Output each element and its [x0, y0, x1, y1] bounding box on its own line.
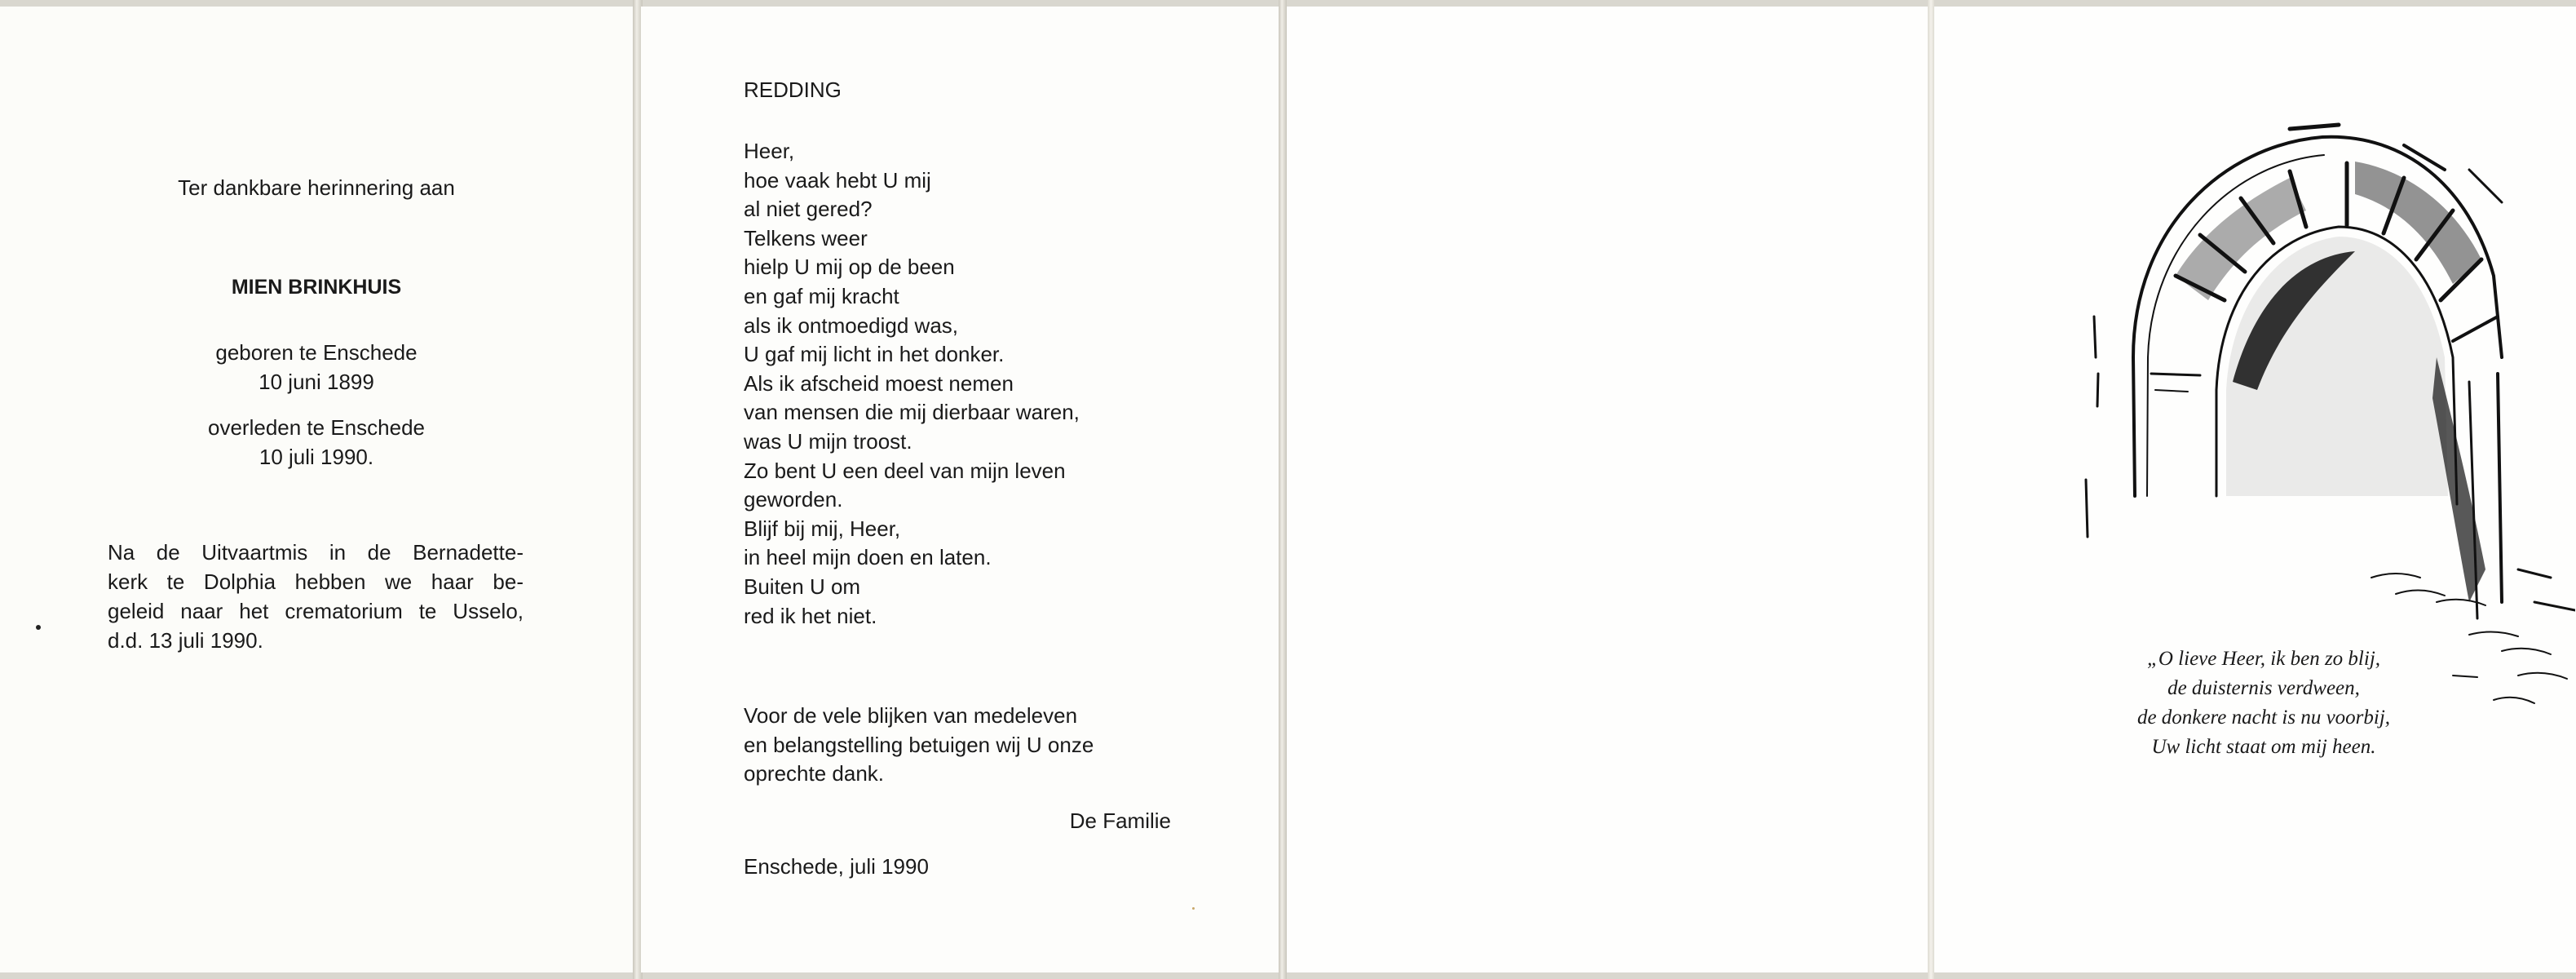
card-fold: [1928, 0, 1934, 979]
funeral-line: geleid naar het crematorium te Usselo,: [108, 599, 524, 623]
right-card-panel: [1934, 7, 2576, 972]
verse-text: [2060, 645, 2468, 762]
thanks-line: en belangstelling betuigen wij U onze: [744, 732, 1094, 757]
stone-archway-drawing: [2013, 113, 2575, 716]
poem-line: Zo bent U een deel van mijn leven: [744, 458, 1066, 483]
blank-card-panel: [1287, 7, 1928, 972]
verse-line: „O lieve Heer, ik ben zo blij,: [2146, 648, 2381, 670]
intro-text: Ter dankbare herinnering aan: [178, 175, 455, 200]
thanks-line: Voor de vele blijken van medeleven: [744, 703, 1078, 728]
death-place: overleden te Enschede: [208, 415, 425, 440]
signature: De Familie: [1069, 808, 1171, 833]
poem-line: Heer,: [744, 139, 795, 163]
place-date: Enschede, juli 1990: [744, 854, 929, 879]
paper-speck: [1192, 907, 1195, 910]
poem-line: red ik het niet.: [744, 603, 877, 628]
ink-dot: [36, 625, 41, 630]
funeral-line: Na de Uitvaartmis in de Bernadette-: [108, 540, 524, 565]
poem-line: was U mijn troost.: [744, 428, 912, 454]
poem-title: REDDING: [744, 78, 842, 102]
left-card-panel: [0, 7, 633, 972]
verse-line: Uw licht staat om mij heen.: [2151, 736, 2376, 758]
funeral-line: d.d. 13 juli 1990.: [108, 628, 263, 653]
poem-line: Blijf bij mij, Heer,: [744, 516, 901, 541]
poem-line: hielp U mij op de been: [744, 255, 955, 280]
poem-line: en gaf mij kracht: [744, 283, 899, 308]
poem-line: van mensen die mij dierbaar waren,: [744, 400, 1080, 425]
poem-line: hoe vaak hebt U mij: [744, 167, 931, 193]
card-fold: [1279, 0, 1287, 979]
poem-line: geworden.: [744, 487, 843, 512]
poem-line: Telkens weer: [744, 225, 868, 250]
birth-place: geboren te Enschede: [215, 340, 418, 365]
funeral-text: [108, 538, 524, 655]
poem-line: U gaf mij licht in het donker.: [744, 342, 1005, 367]
poem-line: in heel mijn doen en laten.: [744, 545, 992, 570]
poem-line: Buiten U om: [744, 574, 861, 599]
thanks-line: oprechte dank.: [744, 761, 885, 786]
death-date: 10 juli 1990.: [258, 445, 374, 469]
poem-line: als ik ontmoedigd was,: [744, 312, 959, 338]
verse-line: de duisternis verdween,: [2167, 677, 2360, 699]
poem-line: al niet gered?: [744, 197, 873, 222]
thanks-text: [744, 702, 1094, 789]
poem-text: [744, 137, 1080, 631]
verse-line: de donkere nacht is nu voorbij,: [2136, 707, 2391, 729]
birth-date: 10 juni 1899: [258, 370, 374, 394]
funeral-line: kerk te Dolphia hebben we haar be-: [108, 569, 524, 594]
middle-card-panel: [641, 7, 1279, 972]
death-info: [0, 413, 633, 472]
poem-line: Als ik afscheid moest nemen: [744, 370, 1014, 396]
birth-info: [0, 338, 633, 396]
deceased-name: MIEN BRINKHUIS: [231, 276, 402, 299]
